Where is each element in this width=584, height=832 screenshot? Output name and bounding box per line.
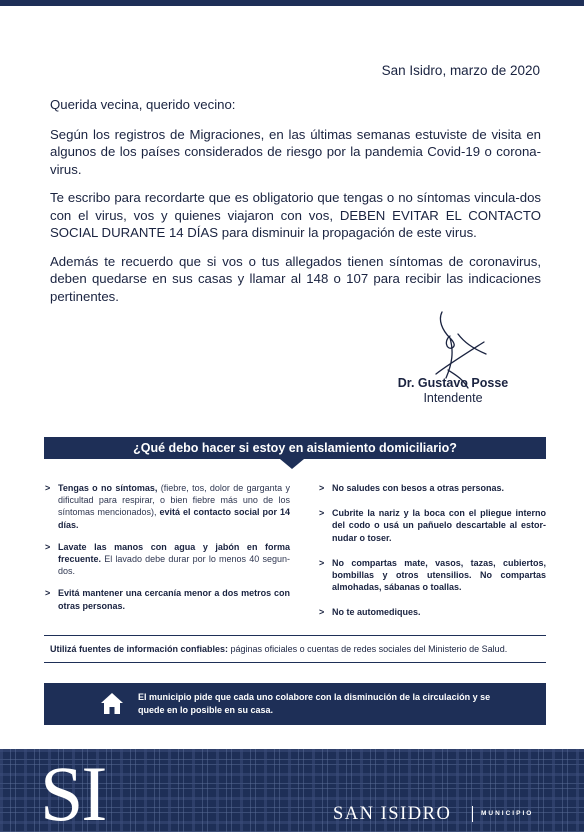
notice-text: El municipio pide que cada uno colabore con la disminución de la circulación y se quede en lo posible en su casa.: [138, 692, 491, 715]
sources-bold: Utilizá fuentes de información confiables:: [50, 644, 229, 654]
bullet-marker: >: [319, 557, 325, 568]
item-text: (fiebre, tos, dolor de garganta y dificultad para respirar, o bien fiebre más uno de los síntomas mencionados),: [58, 483, 290, 518]
paragraph-obligation-suffix: para disminuir la propagación de este virus.: [218, 225, 477, 240]
list-item: [44, 587, 290, 611]
paragraph-obligation-emphasis: DEBEN EVITAR EL CONTACTO SOCIAL DURANTE 14 DÍAS: [50, 207, 541, 240]
stay-home-notice: [44, 683, 546, 725]
isolation-left-column: [44, 482, 290, 622]
bullet-marker: >: [319, 607, 325, 618]
bullet-marker: >: [45, 483, 51, 493]
paragraph-obligation: [50, 189, 541, 242]
house-icon: [100, 692, 124, 715]
top-border: [0, 0, 584, 6]
banner-arrow: [280, 459, 304, 469]
list-item: [318, 606, 546, 618]
isolation-right-column: [318, 482, 546, 632]
item-emphasis: Evitá mantener una cercanía menor a dos metros con otras personas.: [58, 588, 290, 611]
brand-subtitle: MUNICIPIO: [481, 810, 534, 817]
footer-brand-bar: [0, 749, 584, 832]
si-logo: SI: [40, 750, 106, 832]
paragraph-symptoms: Además te recuerdo que si vos o tus allegados tienen síntomas de coronavirus, deben quedarse en sus casas y llamar al 148 o 107 para recibir las indicaciones pertinentes.: [50, 253, 541, 304]
list-item: [44, 482, 290, 531]
divider-bottom: [44, 662, 546, 663]
letter-body: [50, 96, 541, 316]
item-emphasis: Tengas o no síntomas,: [58, 483, 158, 493]
item-emphasis: Lavate las manos con agua y jabón en forma frecuente.: [58, 541, 290, 565]
sources-note: [50, 643, 546, 655]
item-emphasis: No saludes con besos a otras personas.: [332, 483, 505, 493]
item-emphasis: Cubrite la nariz y la boca con el pliegue interno del codo o usá un pañuelo descartable al estor-nudar o toser.: [332, 508, 546, 543]
bullet-marker: >: [45, 588, 51, 599]
brand-name: SAN ISIDRO: [333, 804, 452, 824]
item-text: El lavado debe durar por lo menos 40 segun-dos.: [58, 554, 290, 577]
list-item: [318, 507, 546, 544]
list-item: [44, 541, 290, 578]
item-emphasis: evitá el contacto social por 14 días.: [58, 507, 290, 530]
bullet-marker: >: [319, 508, 325, 519]
bullet-marker: >: [319, 483, 325, 493]
list-item: [318, 482, 546, 494]
greeting: Querida vecina, querido vecino:: [50, 97, 236, 112]
brand-separator: [472, 806, 473, 822]
date-line: San Isidro, marzo de 2020: [381, 63, 540, 78]
paragraph-migrations: Según los registros de Migraciones, en las últimas semanas estuviste de visita en algunos de los países considerados de riesgo por la pandemia Covid-19 o corona-virus.: [50, 126, 541, 177]
isolation-banner-title: ¿Qué debo hacer si estoy en aislamiento domiciliario?: [44, 437, 546, 459]
divider-top: [44, 635, 546, 636]
paragraph-obligation-prefix: Te escribo para recordarte que es obligatorio que tengas o no síntomas vincula-dos con el virus, vos y quienes viajaron con vos,: [50, 190, 541, 223]
list-item: [318, 557, 546, 594]
item-emphasis: No te automediques.: [332, 607, 421, 618]
signature-name: Dr. Gustavo Posse: [397, 376, 509, 390]
bullet-marker: >: [45, 541, 51, 552]
signature-role: Intendente: [423, 391, 483, 405]
item-emphasis: No compartas mate, vasos, tazas, cubiertos, bombillas y otros utensilios. No compartas almohadas, sábanas o toallas.: [332, 557, 546, 593]
sources-text: páginas oficiales o cuentas de redes sociales del Ministerio de Salud.: [228, 644, 508, 654]
